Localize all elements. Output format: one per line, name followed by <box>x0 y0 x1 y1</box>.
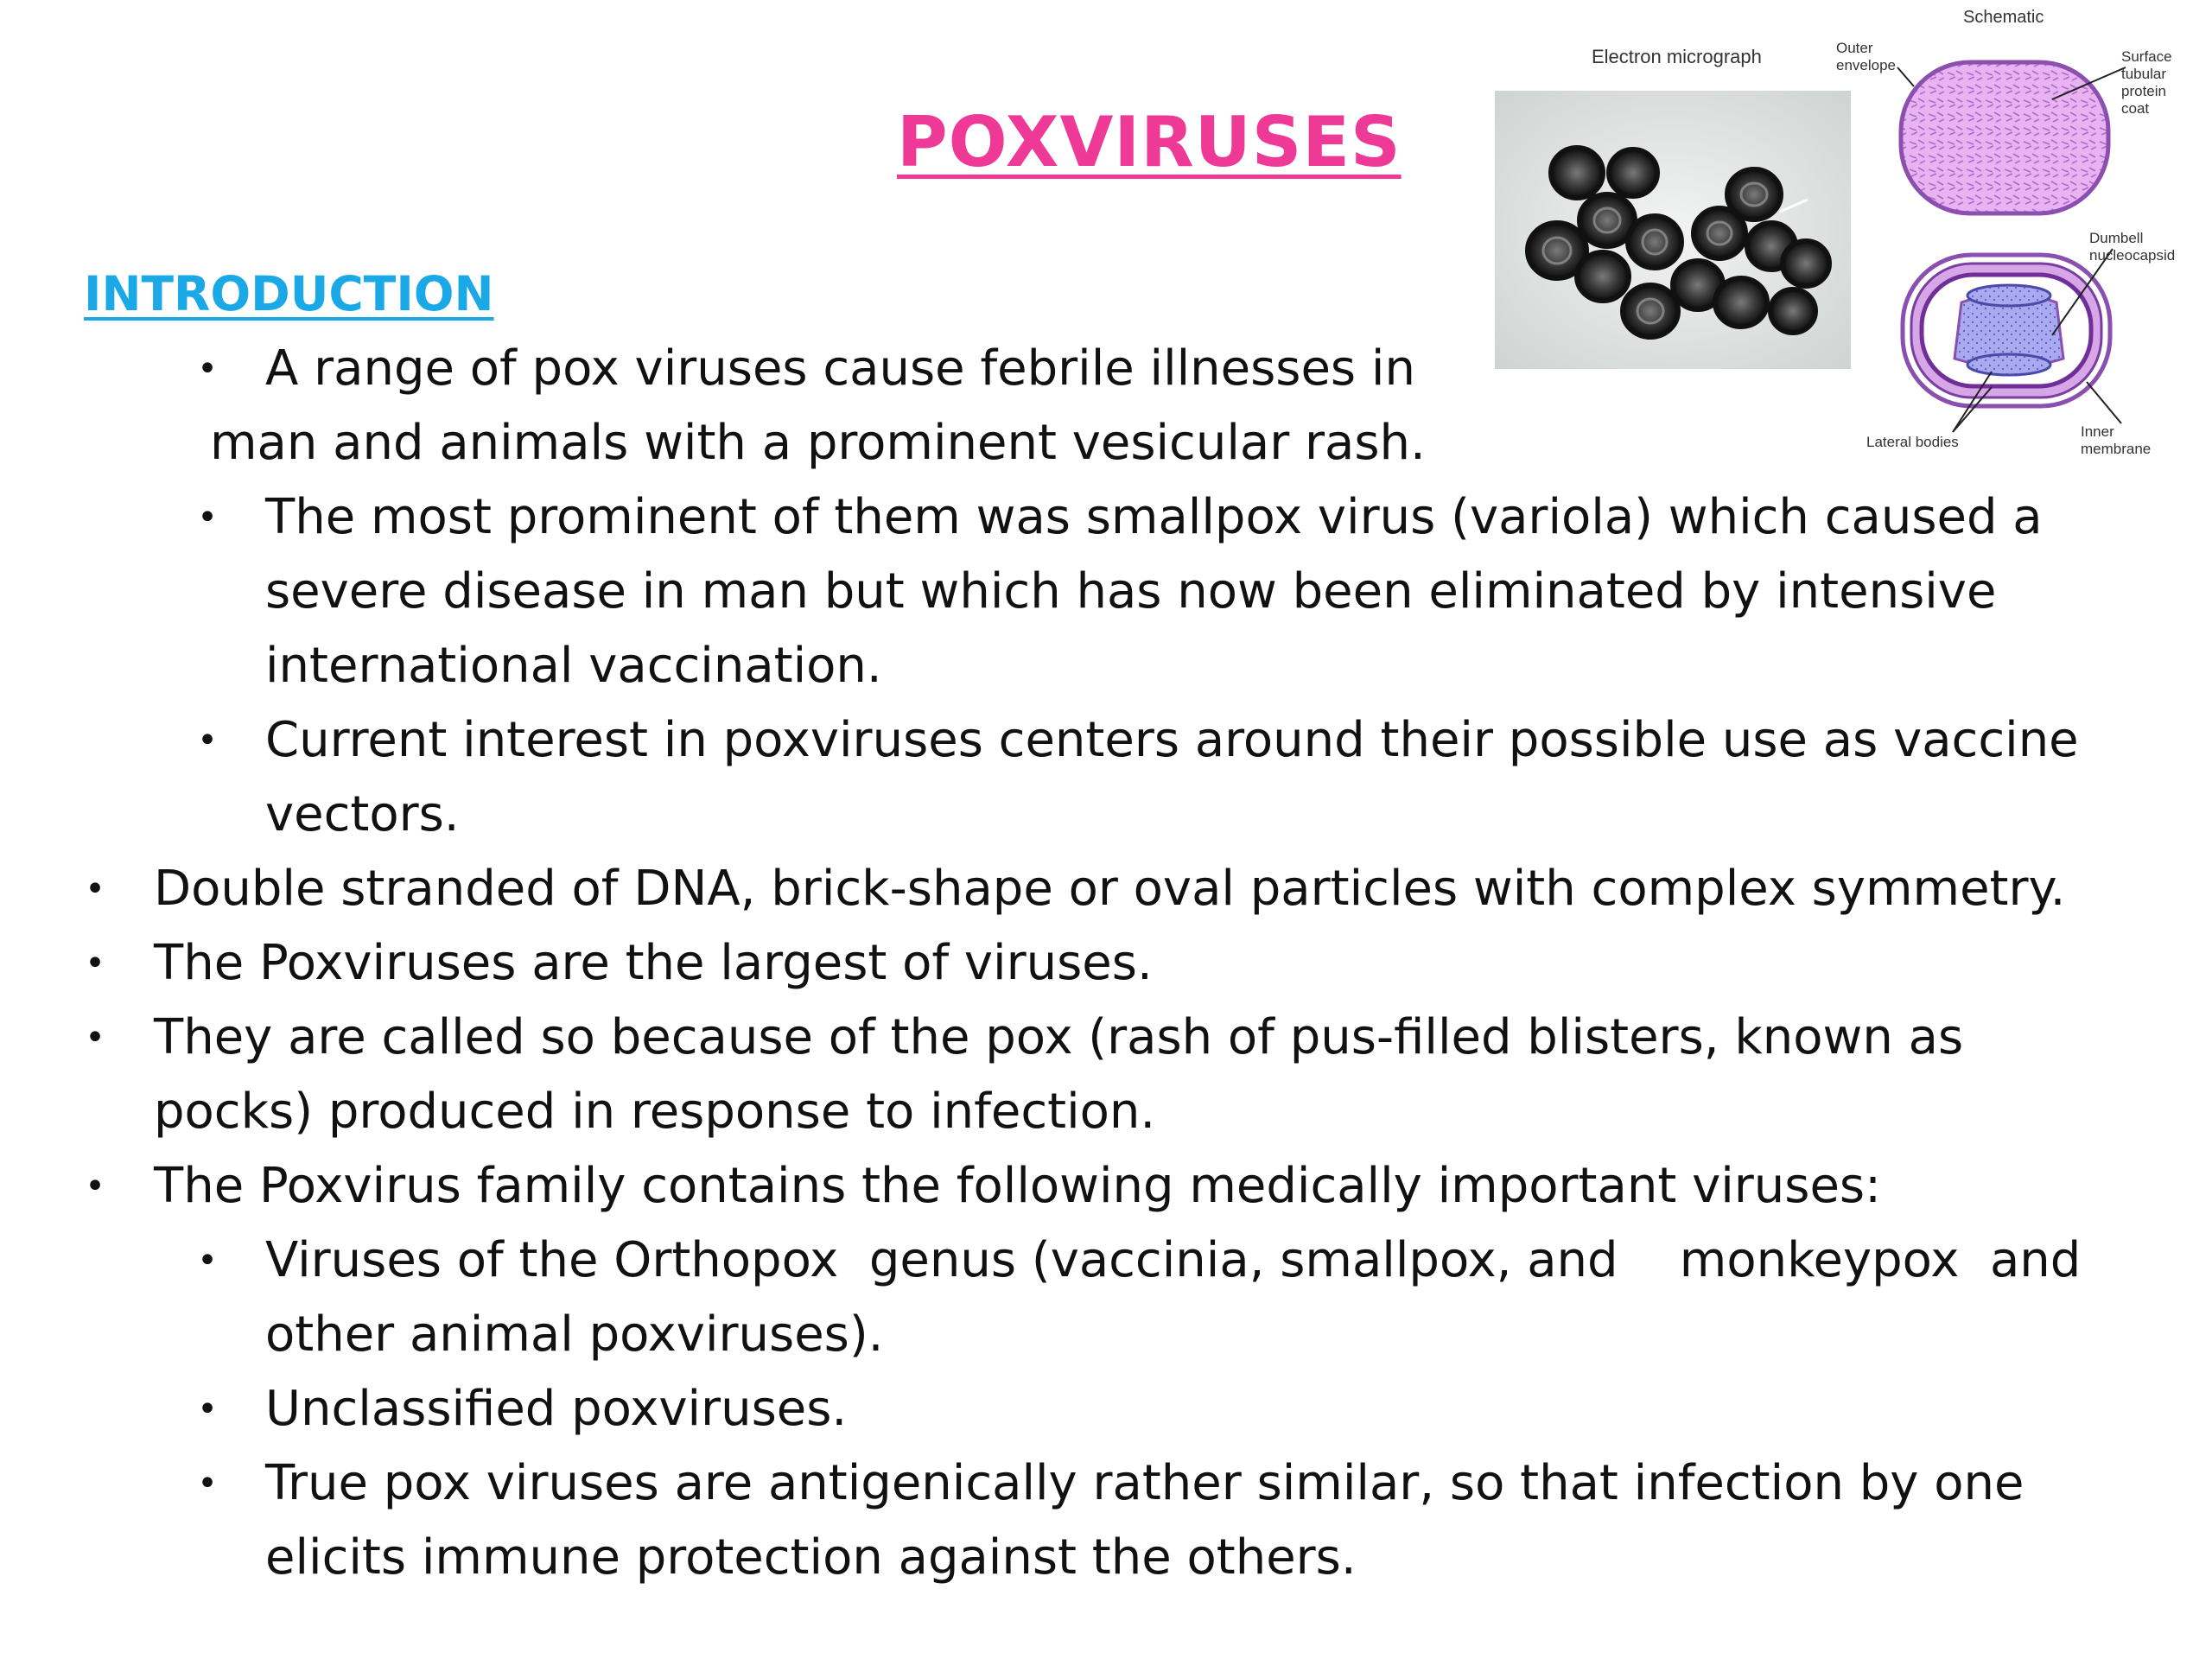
point-3-line-2: pocks) produced in response to infection. <box>154 1084 1156 1140</box>
point-1-line-1: Double stranded of DNA, brick-shape or oval particles with complex symmetry. <box>154 861 2066 917</box>
point-4-line-1: The Poxvirus family contains the following medically important viruses: <box>154 1158 1881 1214</box>
page-title: POXVIRUSES <box>897 102 1402 182</box>
micrograph-caption: Electron micrograph <box>1592 46 1762 67</box>
point-3-line-1: They are called so because of the pox (rash of pus-filled blisters, known as <box>154 1009 1964 1065</box>
bullet-icon <box>82 876 108 902</box>
intro-1-line-1: A range of pox viruses cause febrile illnesses in <box>265 340 1415 397</box>
section-heading: INTRODUCTION <box>84 266 494 321</box>
intro-1-line-2: man and animals with a prominent vesicular rash. <box>210 415 1426 471</box>
intro-2-line-2: severe disease in man but which has now been eliminated by intensive <box>265 563 1997 620</box>
bullet-icon <box>194 1248 220 1274</box>
bullet-icon <box>194 356 220 382</box>
bullet-icon <box>82 1025 108 1051</box>
sub-3-line-2: elicits immune protection against the others. <box>265 1529 1357 1586</box>
intro-2-line-1: The most prominent of them was smallpox virus (variola) which caused a <box>265 489 2043 545</box>
intro-3-line-2: vectors. <box>265 786 460 842</box>
label-inner-membrane: Inner membrane <box>2081 423 2152 457</box>
sub-3-line-1: True pox viruses are antigenically rather similar, so that infection by one <box>265 1455 2024 1511</box>
label-lateral-bodies: Lateral bodies <box>1866 434 1959 450</box>
micrograph-graphic <box>1495 91 1851 369</box>
bullet-icon <box>194 1396 220 1422</box>
bullet-icon <box>82 950 108 976</box>
label-surface-coat: Surface tubular protein coat <box>2121 48 2172 117</box>
sub-1-line-2: other animal poxviruses). <box>265 1306 884 1363</box>
bullet-icon <box>194 505 220 531</box>
electron-micrograph-image <box>1495 91 1851 369</box>
label-dumbell-nucleocapsid: Dumbell nucleocapsid <box>2089 230 2176 264</box>
sub-1-line-1: Viruses of the Orthopox genus (vaccinia, smallpox, and monkeypox and <box>265 1232 2082 1288</box>
label-outer-envelope: Outer envelope <box>1836 40 1897 73</box>
sub-2-line-1: Unclassified poxviruses. <box>265 1381 848 1437</box>
schematic-caption: Schematic <box>1963 8 2044 27</box>
intro-2-line-3: international vaccination. <box>265 638 882 694</box>
bullet-icon <box>194 728 220 753</box>
point-2-line-1: The Poxviruses are the largest of viruses. <box>154 935 1153 991</box>
bullet-icon <box>194 1471 220 1497</box>
intro-3-line-1: Current interest in poxviruses centers around their possible use as vaccine <box>265 712 2079 768</box>
bullet-icon <box>82 1173 108 1199</box>
